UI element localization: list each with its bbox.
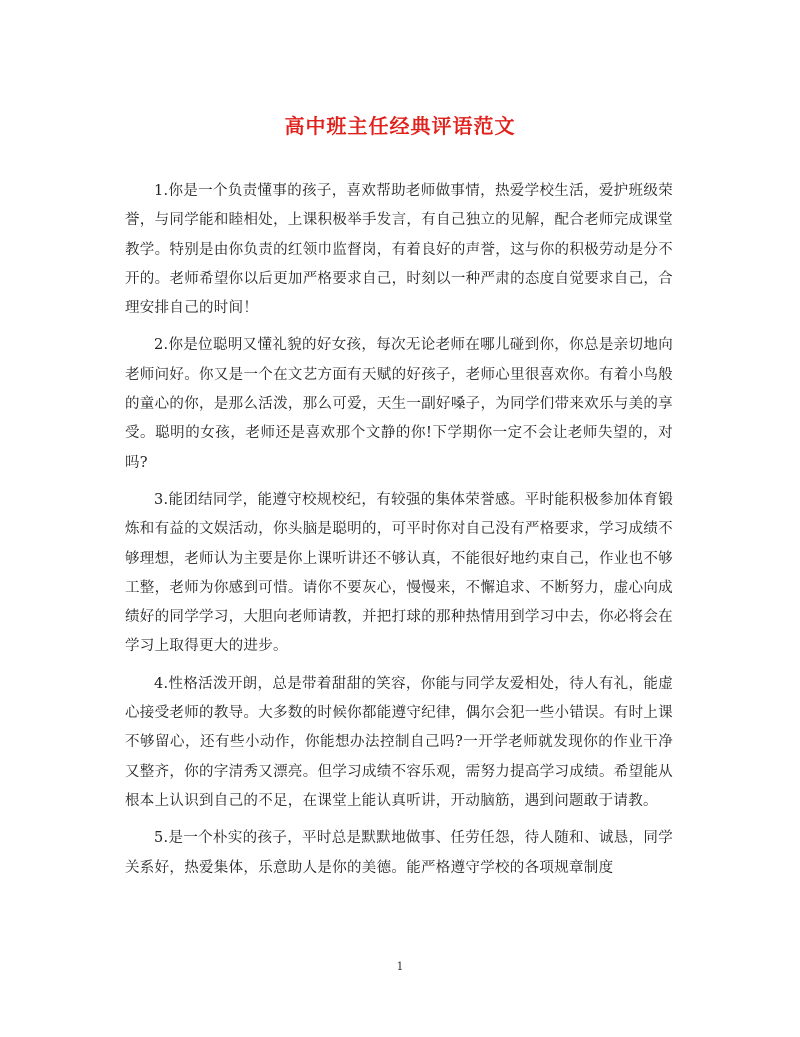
page-number: 1 (396, 960, 404, 973)
paragraph-1: 1.你是一个负责懂事的孩子，喜欢帮助老师做事情，热爱学校生活，爱护班级荣誉，与同学能和睦相处，上课积极举手发言，有自己独立的见解，配合老师完成课堂教学。特别是由你负责的红领巾监督岗，有着良好的声誉，这与你的积极劳动是分不开的。老师希望你以后更加严格要求自己，时刻以一种严肃的态度自觉要求自己，合理安排自己的时间！ (125, 183, 673, 317)
paragraph-4: 4.性格活泼开朗，总是带着甜甜的笑容，你能与同学友爱相处，待人有礼，能虚心接受老师的教导。大多数的时候你都能遵守纪律，偶尔会犯一些小错误。有时上课不够留心，还有些小动作，你能想办法控制自己吗?一开学老师就发现你的作业干净又整齐，你的字清秀又漂亮。但学习成绩不容乐观，需努力提高学习成绩。希望能从根本上认识到自己的不足，在课堂上能认真听讲，开动脑筋，遇到问题敢于请教。 (125, 675, 673, 809)
paragraph-5: 5.是一个朴实的孩子，平时总是默默地做事、任劳任怨，待人随和、诚恳，同学关系好，热爱集体，乐意助人是你的美德。能严格遵守学校的各项规章制度 (125, 830, 673, 876)
paragraph-3: 3.能团结同学，能遵守校规校纪，有较强的集体荣誉感。平时能积极参加体育锻炼和有益的文娱活动，你头脑是聪明的，可平时你对自己没有严格要求，学习成绩不够理想，老师认为主要是你上课听讲还不够认真，不能很好地约束自己，作业也不够工整，老师为你感到可惜。请你不要灰心，慢慢来，不懈追求、不断努力，虚心向成绩好的同学学习，大胆向老师请教，并把打球的那种热情用到学习中去，你必将会在学习上取得更大的进步。 (125, 491, 673, 655)
document-body (125, 177, 673, 891)
document-title: 高中班主任经典评语范文 (284, 114, 516, 138)
paragraph-2: 2.你是位聪明又懂礼貌的好女孩，每次无论老师在哪儿碰到你，你总是亲切地向老师问好。你又是一个在文艺方面有天赋的好孩子，老师心里很喜欢你。有着小鸟般的童心的你，是那么活泼，那么可爱，天生一副好嗓子，为同学们带来欢乐与美的享受。聪明的女孩，老师还是喜欢那个文静的你!下学期你一定不会让老师失望的，对吗? (125, 337, 673, 471)
